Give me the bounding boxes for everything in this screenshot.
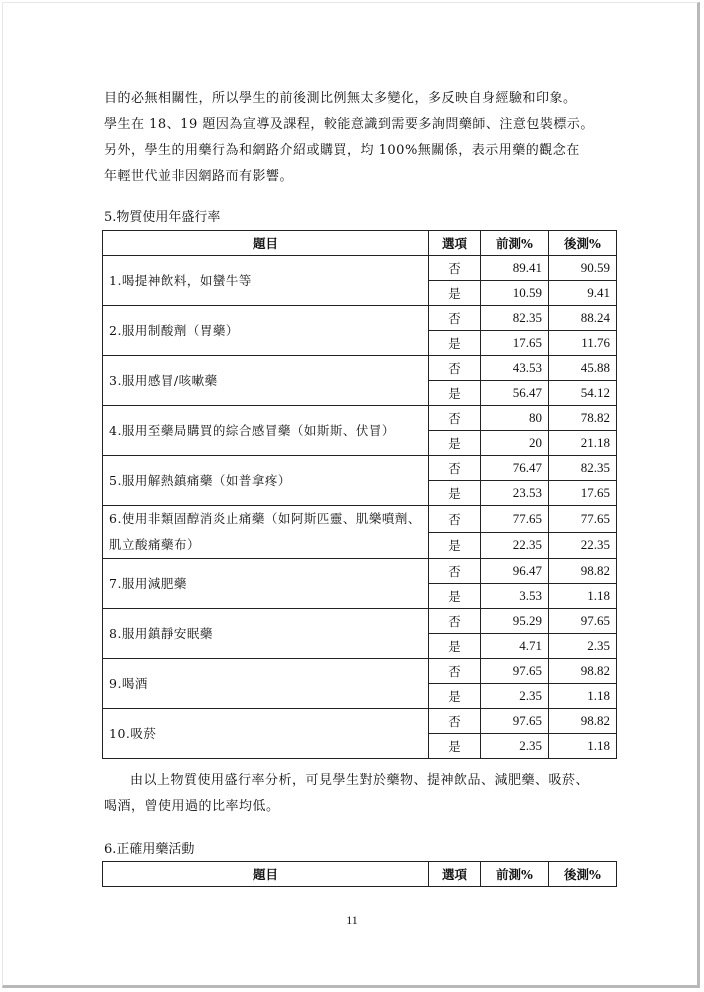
intro-paragraph [104,86,624,190]
header-item: 題目 [103,862,429,887]
table-row [103,559,617,584]
post-test-value: 21.18 [549,431,617,456]
item-label: 10.吸菸 [103,709,429,759]
post-test-value: 1.18 [549,684,617,709]
post-test-value: 1.18 [549,584,617,609]
item-label: 8.服用鎮靜安眠藥 [103,609,429,659]
pre-test-value: 2.35 [481,734,549,759]
intro-line: 學生在 18、19 題因為宣導及課程，較能意識到需要多詢問藥師、注意包裝標示。 [104,117,594,132]
header-pre: 前測% [481,862,549,887]
post-test-value: 9.41 [549,281,617,306]
post-test-value: 77.65 [549,506,617,533]
table-row [103,659,617,684]
pre-test-value: 76.47 [481,456,549,481]
post-test-value: 45.88 [549,356,617,381]
pre-test-value: 10.59 [481,281,549,306]
post-test-value: 54.12 [549,381,617,406]
pre-test-value: 95.29 [481,609,549,634]
page-number: 11 [346,913,358,927]
pre-test-value: 2.35 [481,684,549,709]
item-label: 2.服用制酸劑（胃藥） [103,306,429,356]
header-post: 後測% [549,862,617,887]
post-test-value: 82.35 [549,456,617,481]
pre-test-value: 3.53 [481,584,549,609]
item-label: 1.喝提神飲料，如蠻牛等 [103,256,429,306]
post-test-value: 2.35 [549,634,617,659]
header-option: 選項 [429,231,481,256]
analysis-line: 由以上物質使用盛行率分析，可見學生對於藥物、提神飲品、減肥藥、吸菸、 [130,773,590,788]
item-label: 7.服用減肥藥 [103,559,429,609]
table-row [103,506,617,533]
pre-test-value: 80 [481,406,549,431]
post-test-value: 98.82 [549,659,617,684]
post-test-value: 98.82 [549,709,617,734]
option-cell: 是 [429,381,481,406]
intro-line: 另外，學生的用藥行為和網路介紹或購買，均 100%無關係，表示用藥的觀念在 [104,143,580,158]
post-test-value: 22.35 [549,532,617,559]
header-post: 後測% [549,231,617,256]
item-label: 6.使用非類固醇消炎止痛藥（如阿斯匹靈、肌樂噴劑、肌立酸痛藥布） [103,506,429,559]
option-cell: 否 [429,609,481,634]
post-test-value: 11.76 [549,331,617,356]
section-6-heading: 6.正確用藥活動 [104,842,195,857]
pre-test-value: 43.53 [481,356,549,381]
table-header-row [103,862,617,887]
pre-test-value: 22.35 [481,532,549,559]
item-label: 4.服用至藥局購買的綜合感冒藥（如斯斯、伏冒） [103,406,429,456]
correct-medication-table [102,861,617,887]
header-item: 題目 [103,231,429,256]
header-pre: 前測% [481,231,549,256]
option-cell: 是 [429,331,481,356]
option-cell: 是 [429,634,481,659]
pre-test-value: 77.65 [481,506,549,533]
option-cell: 否 [429,709,481,734]
intro-line: 目的必無相關性，所以學生的前後測比例無太多變化，多反映自身經驗和印象。 [104,91,577,106]
post-test-value: 17.65 [549,481,617,506]
option-cell: 否 [429,456,481,481]
pre-test-value: 20 [481,431,549,456]
pre-test-value: 82.35 [481,306,549,331]
option-cell: 否 [429,306,481,331]
table-row [103,306,617,331]
item-label: 9.喝酒 [103,659,429,709]
table-row [103,356,617,381]
table-row [103,709,617,734]
pre-test-value: 23.53 [481,481,549,506]
pre-test-value: 17.65 [481,331,549,356]
post-test-value: 98.82 [549,559,617,584]
analysis-paragraph [104,768,624,820]
table-row [103,406,617,431]
analysis-line: 喝酒，曾使用過的比率均低。 [104,799,280,814]
table-row [103,256,617,281]
pre-test-value: 89.41 [481,256,549,281]
option-cell: 是 [429,584,481,609]
post-test-value: 90.59 [549,256,617,281]
table-header-row [103,231,617,256]
item-label: 3.服用感冒/咳嗽藥 [103,356,429,406]
post-test-value: 1.18 [549,734,617,759]
substance-use-table [102,230,617,759]
option-cell: 是 [429,431,481,456]
table-body [103,256,617,759]
section-5-heading: 5.物質使用年盛行率 [104,210,221,225]
pre-test-value: 4.71 [481,634,549,659]
option-cell: 是 [429,734,481,759]
pre-test-value: 56.47 [481,381,549,406]
option-cell: 否 [429,659,481,684]
pre-test-value: 97.65 [481,709,549,734]
option-cell: 是 [429,281,481,306]
post-test-value: 78.82 [549,406,617,431]
table-row [103,456,617,481]
intro-line: 年輕世代並非因網路而有影響。 [104,169,294,184]
option-cell: 否 [429,406,481,431]
table-row [103,609,617,634]
pre-test-value: 96.47 [481,559,549,584]
option-cell: 是 [429,532,481,559]
header-option: 選項 [429,862,481,887]
option-cell: 否 [429,356,481,381]
option-cell: 否 [429,559,481,584]
option-cell: 否 [429,256,481,281]
option-cell: 否 [429,506,481,533]
option-cell: 是 [429,481,481,506]
item-label: 5.服用解熱鎮痛藥（如普拿疼） [103,456,429,506]
post-test-value: 88.24 [549,306,617,331]
option-cell: 是 [429,684,481,709]
pre-test-value: 97.65 [481,659,549,684]
post-test-value: 97.65 [549,609,617,634]
